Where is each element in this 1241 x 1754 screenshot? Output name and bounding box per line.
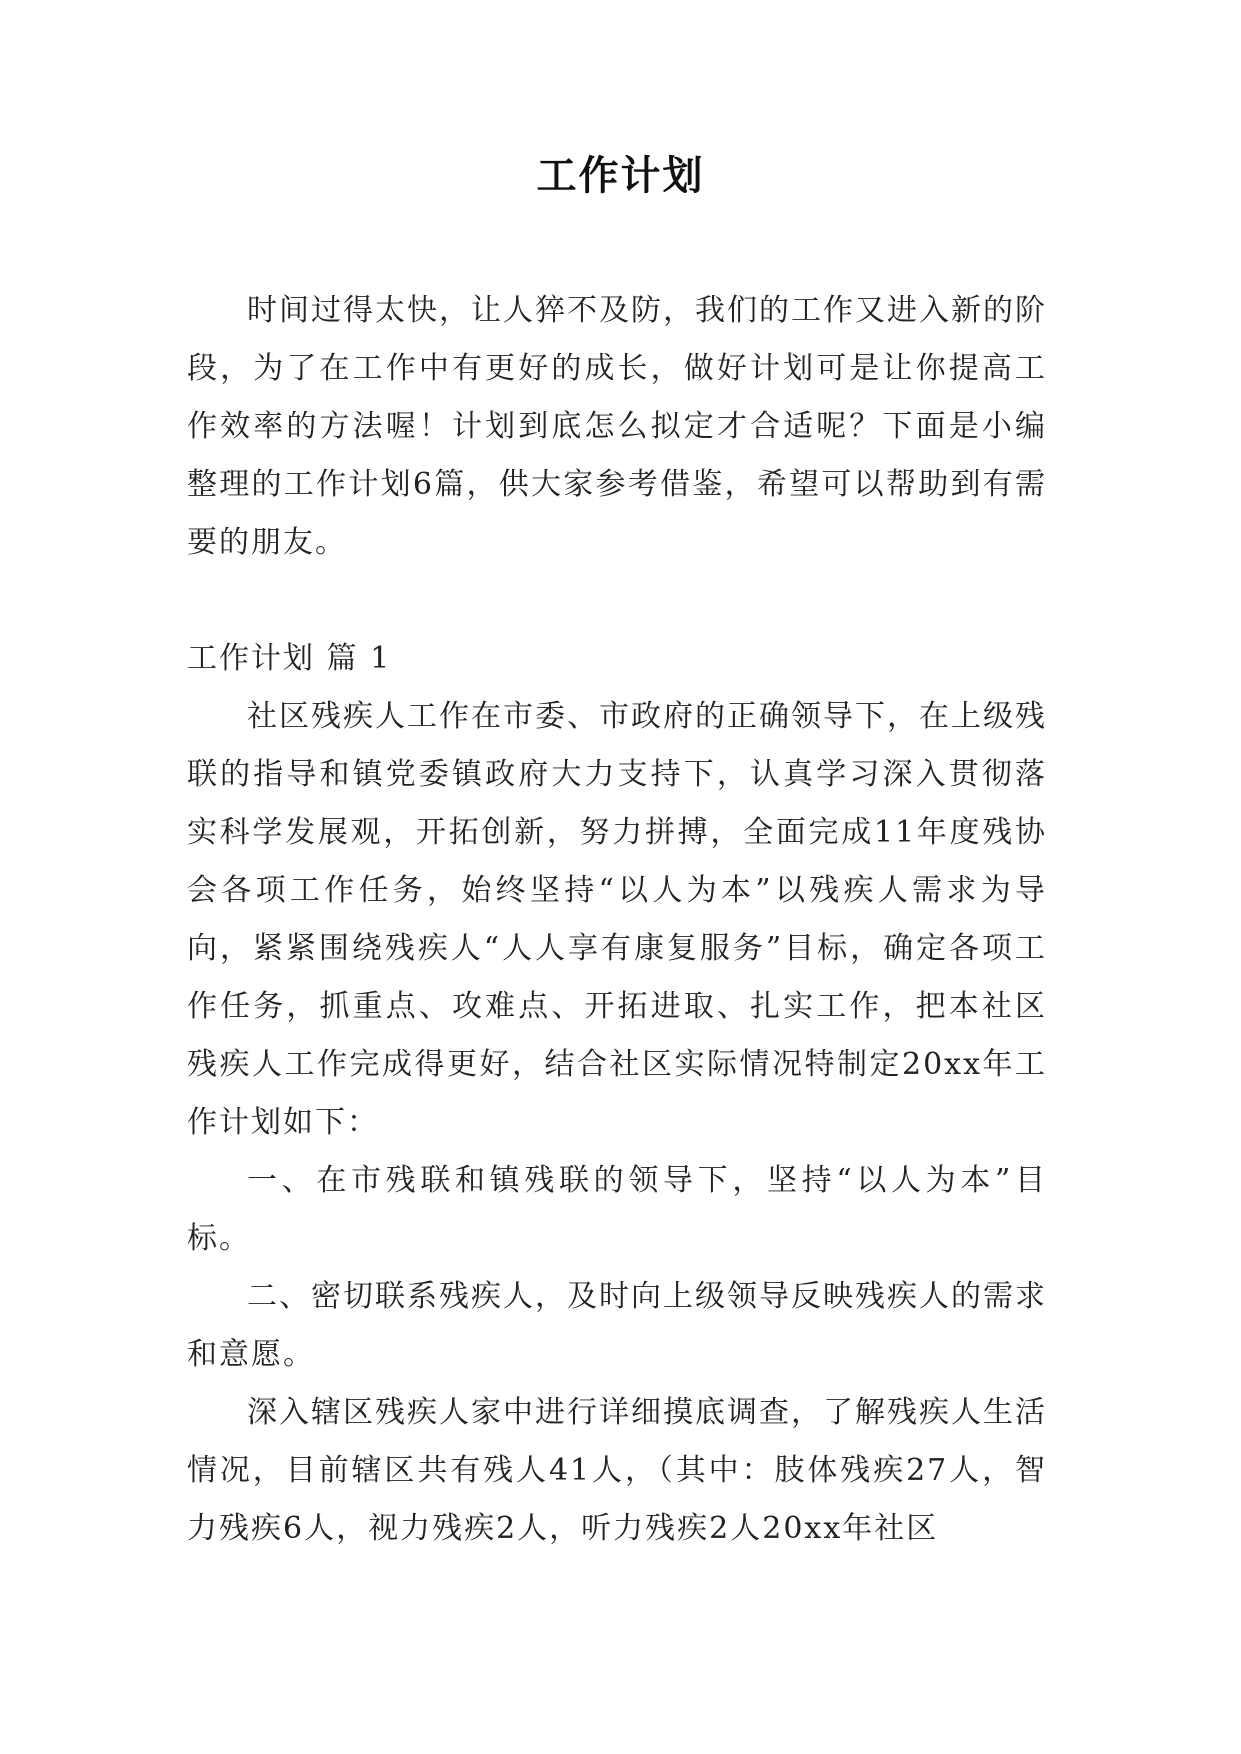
section-heading: 工作计划 篇 1: [187, 641, 392, 676]
document-body: [187, 282, 1047, 1558]
body-paragraph: 社区残疾人工作在市委、市政府的正确领导下，在上级残联的指导和镇党委镇政府大力支持下，认真学习深入贯彻落实科学发展观，开拓创新，努力拼搏，全面完成11年度残协会各项工作任务，始终坚持“以人为本”以残疾人需求为导向，紧紧围绕残疾人“人人享有康复服务”目标，确定各项工作任务，抓重点、攻难点、开拓进取、扎实工作，把本社区残疾人工作完成得更好，结合社区实际情况特制定20xx年工作计划如下：: [187, 699, 1047, 1140]
body-paragraph: 深入辖区残疾人家中进行详细摸底调查，了解残疾人生活情况，目前辖区共有残人41人，（其中：肢体残疾27人，智力残疾6人，视力残疾2人，听力残疾2人20xx年社区: [187, 1395, 1047, 1546]
body-paragraph: 二、密切联系残疾人，及时向上级领导反映残疾人的需求和意愿。: [187, 1279, 1047, 1372]
body-paragraph: 一、在市残联和镇残联的领导下，坚持“以人为本”目标。: [187, 1163, 1047, 1256]
document-title: 工作计划: [536, 153, 705, 199]
intro-paragraph: 时间过得太快，让人猝不及防，我们的工作又进入新的阶段，为了在工作中有更好的成长，做好计划可是让你提高工作效率的方法喔！计划到底怎么拟定才合适呢？下面是小编整理的工作计划6篇，供大家参考借鉴，希望可以帮助到有需要的朋友。: [187, 293, 1047, 560]
